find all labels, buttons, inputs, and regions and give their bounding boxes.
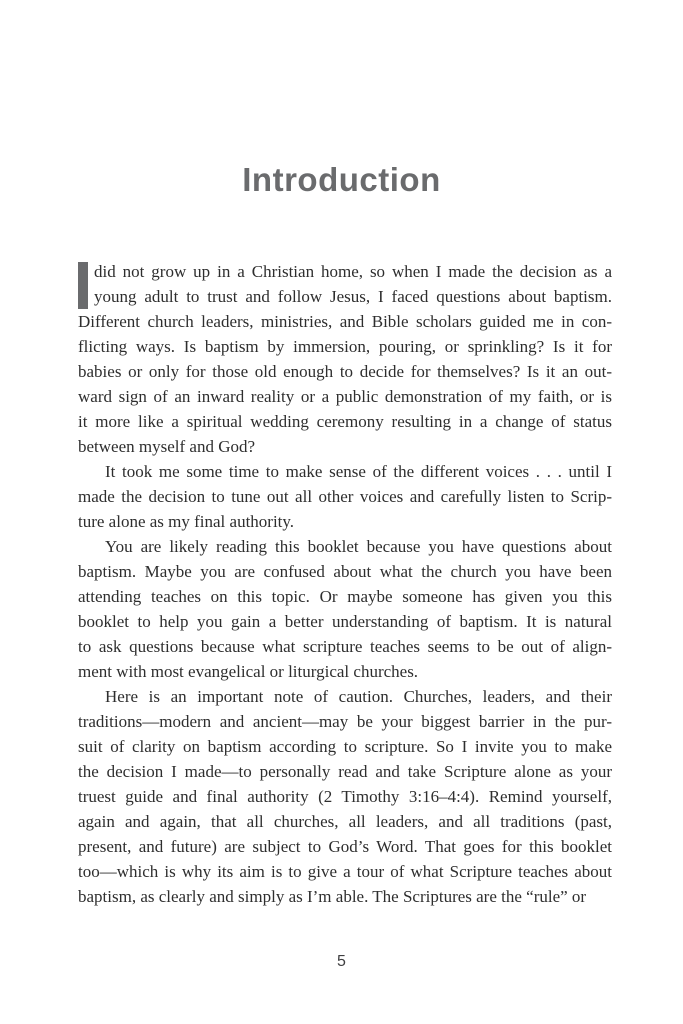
page-number: 5: [337, 953, 346, 970]
body-text: [78, 259, 612, 909]
text-line: baptism. Maybe you are confused about what the church you have been: [78, 562, 612, 581]
text-line: ture alone as my final authority.: [78, 512, 295, 531]
paragraph: [78, 684, 612, 909]
text-line: young adult to trust and follow Jesus, I faced questions about baptism.: [94, 287, 612, 306]
text-line: It took me some time to make sense of the different voices . . . until I: [105, 462, 612, 481]
text-line: baptism, as clearly and simply as I’m able. The Scriptures are the “rule” or: [78, 887, 587, 906]
text-line: present, and future) are subject to God’s Word. That goes for this booklet: [78, 837, 612, 856]
text-line: did not grow up in a Christian home, so when I made the decision as a: [94, 262, 612, 281]
chapter-title: Introduction: [242, 161, 441, 198]
text-line: babies or only for those old enough to decide for themselves? Is it an out-: [78, 362, 612, 381]
text-line: ment with most evangelical or liturgical churches.: [78, 662, 419, 681]
text-line: to ask questions because what scripture teaches seems to be out of align-: [78, 637, 612, 656]
text-line: attending teaches on this topic. Or maybe someone has given you this: [78, 587, 612, 606]
text-line: the decision I made—to personally read and take Scripture alone as your: [78, 762, 612, 781]
text-line: again and again, that all churches, all leaders, and all traditions (past,: [78, 812, 612, 831]
text-line: Here is an important note of caution. Churches, leaders, and their: [105, 687, 612, 706]
text-line: Different church leaders, ministries, and Bible scholars guided me in con-: [78, 312, 612, 331]
text-line: made the decision to tune out all other voices and carefully listen to Scrip-: [78, 487, 612, 506]
text-line: too—which is why its aim is to give a tour of what Scripture teaches about: [78, 862, 612, 881]
text-line: flicting ways. Is baptism by immersion, pouring, or sprinkling? Is it for: [78, 337, 612, 356]
drop-cap: [78, 262, 88, 309]
paragraph: [78, 534, 612, 684]
text-line: booklet to help you gain a better understanding of baptism. It is natural: [78, 612, 612, 631]
text-line: it more like a spiritual wedding ceremony resulting in a change of status: [78, 412, 612, 431]
text-line: traditions—modern and ancient—may be your biggest barrier in the pur-: [78, 712, 612, 731]
text-line: suit of clarity on baptism according to scripture. So I invite you to make: [78, 737, 612, 756]
text-line: You are likely reading this booklet because you have questions about: [105, 537, 612, 556]
text-line: between myself and God?: [78, 437, 256, 456]
text-line: truest guide and final authority (2 Timothy 3:16–4:4). Remind yourself,: [78, 787, 612, 806]
paragraph: [78, 259, 612, 459]
text-line: ward sign of an inward reality or a public demonstration of my faith, or is: [78, 387, 612, 406]
paragraph: [78, 459, 612, 534]
